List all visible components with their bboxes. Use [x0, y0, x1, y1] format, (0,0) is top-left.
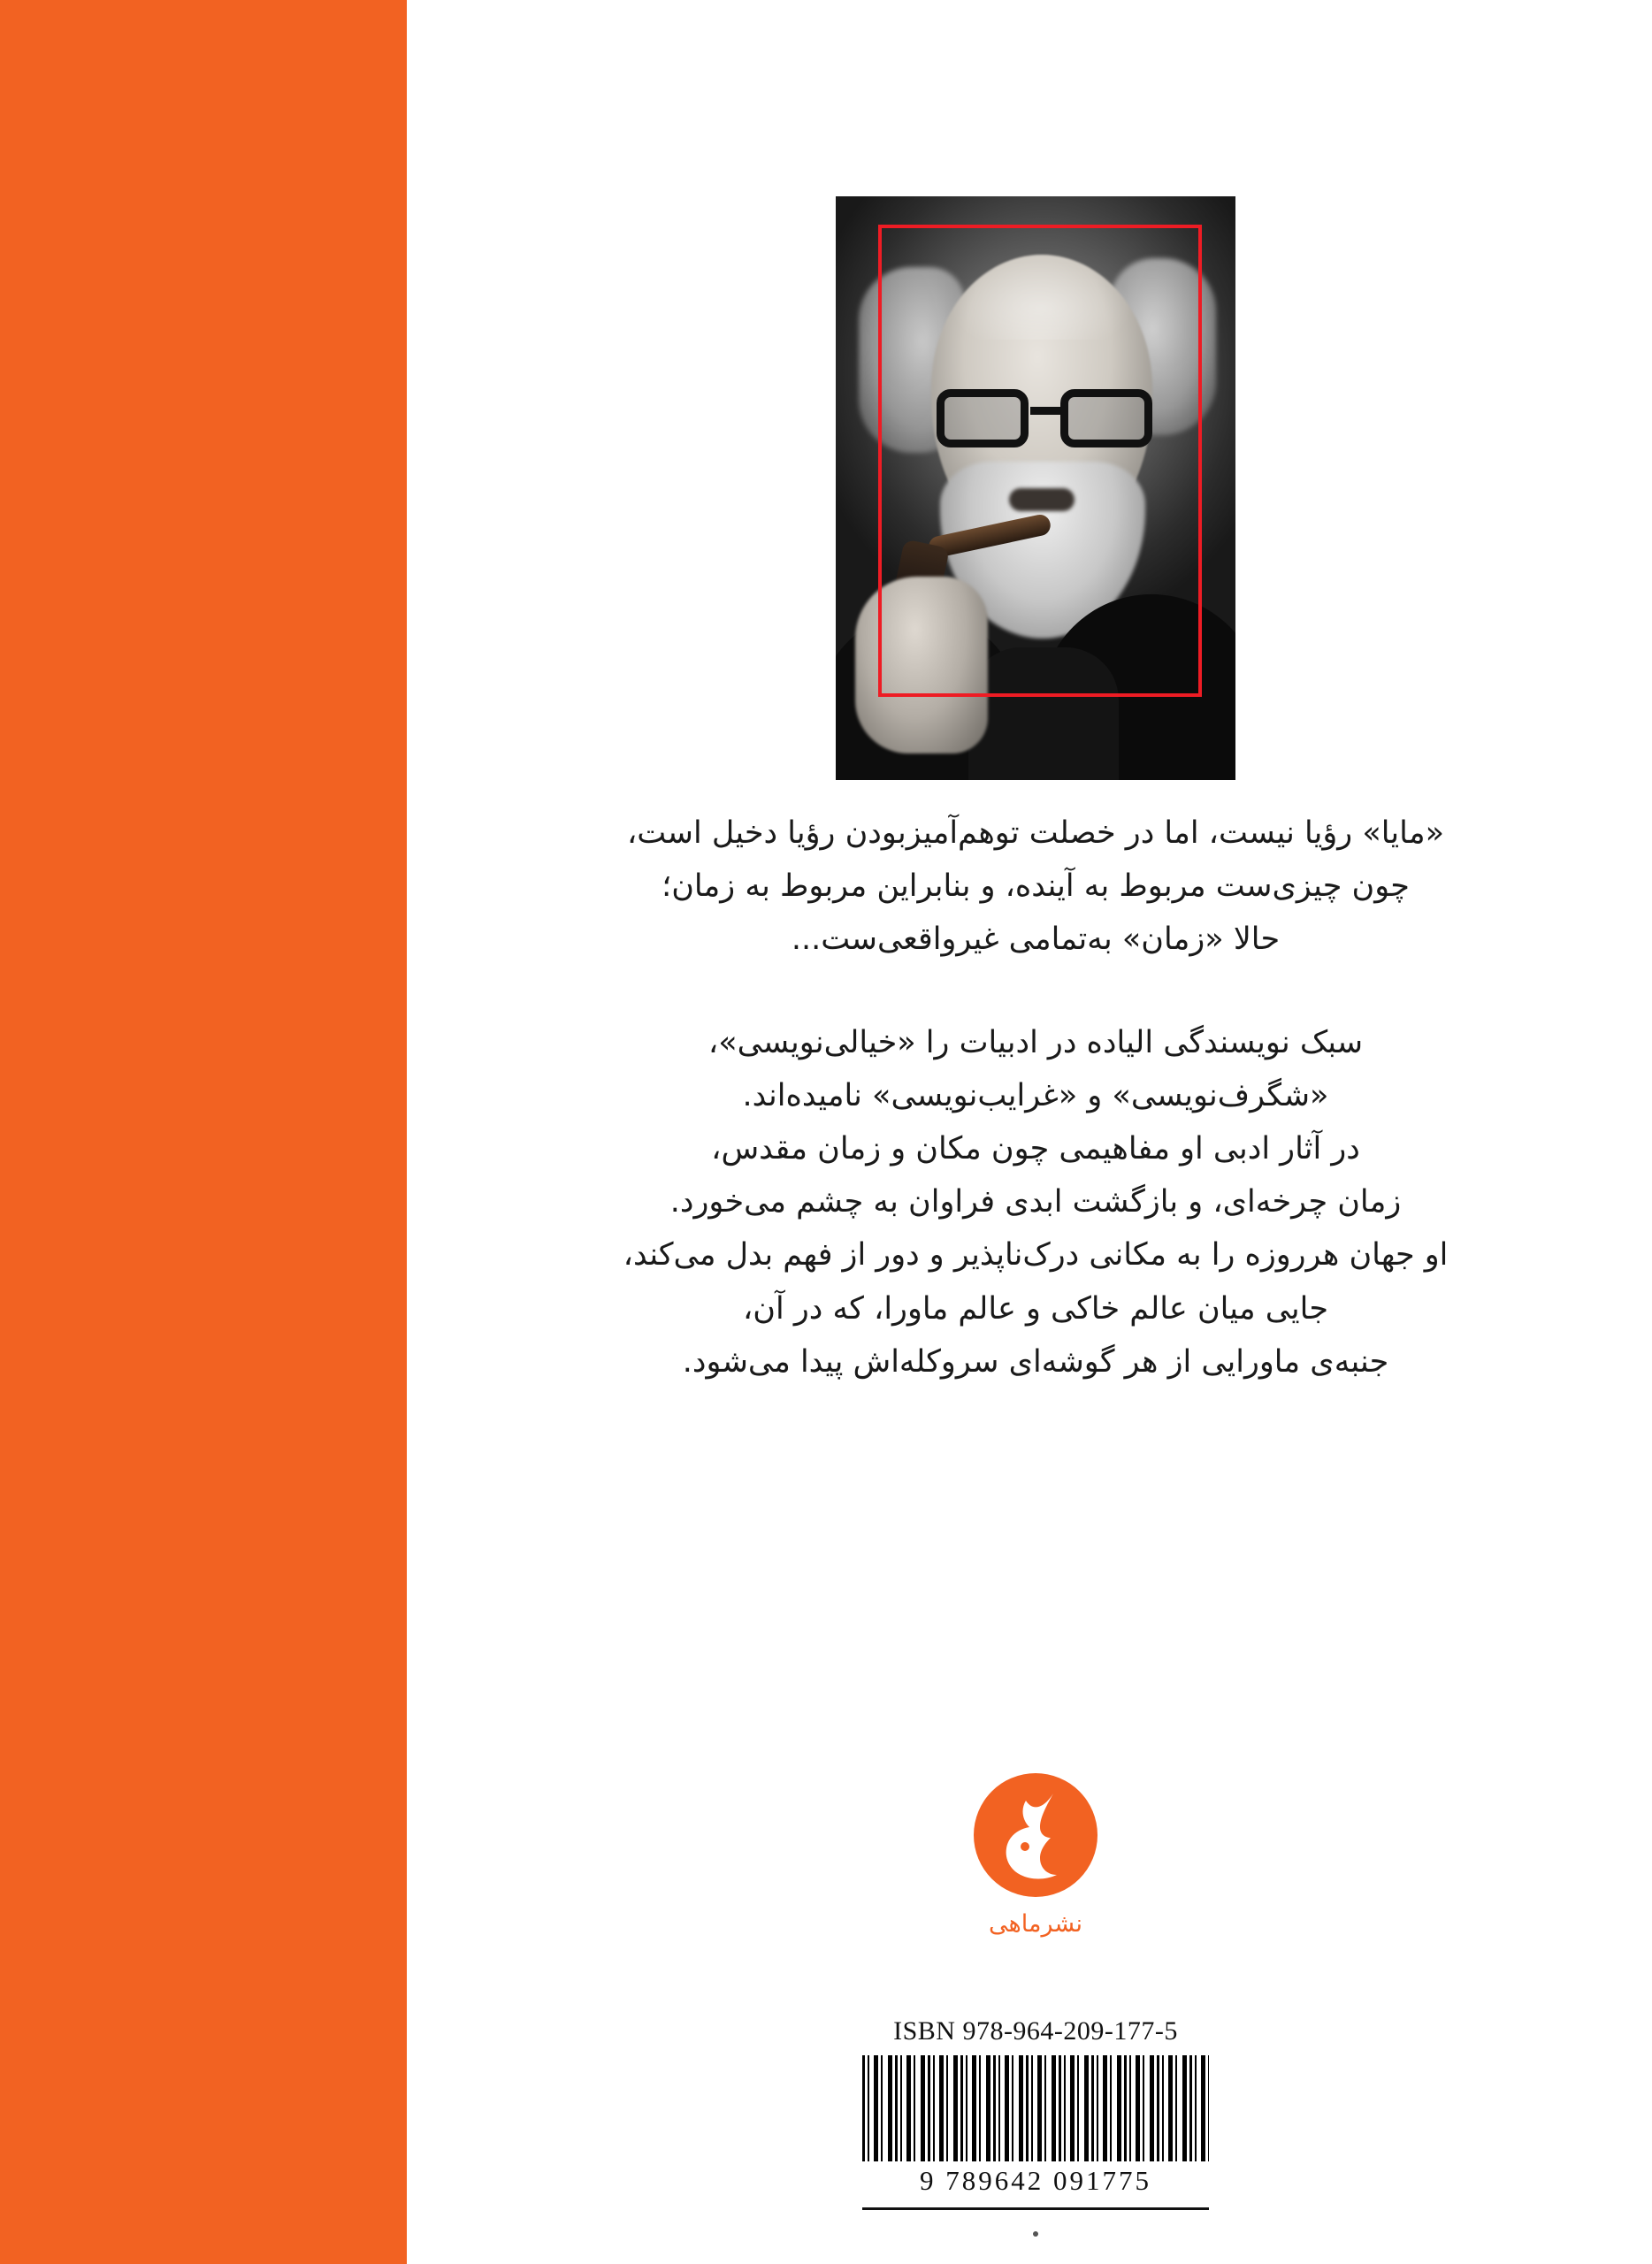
author-photo-image	[836, 196, 1235, 780]
face-detection-box	[878, 225, 1202, 697]
blurb-line: زمان چرخه‌ای، و بازگشت ابدی فراوان به چشم می‌خورد.	[669, 1184, 1402, 1220]
print-mark-dot	[1033, 2231, 1038, 2237]
isbn-text: ISBN 978-964-209-177-5	[893, 2016, 1178, 2046]
publisher-logo	[938, 1769, 1133, 1938]
back-cover-blurb	[419, 807, 1652, 1388]
paragraph-gap	[479, 967, 1592, 1016]
barcode-image	[862, 2055, 1209, 2161]
blurb-line: او جهان هرروزه را به مکانی درک‌ناپذیر و دور از فهم بدل می‌کند،	[623, 1237, 1449, 1274]
spine-orange-band	[0, 0, 407, 2264]
blurb-line: جنبه‌ی ماورایی از هر گوشه‌ای سروکله‌اش پیدا می‌شود.	[682, 1343, 1389, 1380]
blurb-line: سبک نویسندگی الیاده در ادبیات را «خیالی‌نویسی»،	[707, 1024, 1364, 1060]
publisher-name: نشرماهی	[989, 1910, 1082, 1938]
fish-logo-icon	[969, 1769, 1102, 1901]
author-photo	[836, 196, 1235, 780]
blurb-line: چون چیزی‌ست مربوط به آینده، و بنابراین مربوط به زمان؛	[662, 868, 1410, 905]
blurb-line: جایی میان عالم خاکی و عالم ماورا، که در آن،	[743, 1290, 1328, 1327]
blurb-line: «مایا» رؤیا نیست، اما در خصلت توهم‌آمیزبودن رؤیا دخیل است،	[627, 815, 1444, 851]
isbn-block	[859, 2016, 1212, 2237]
blurb-line: حالا «زمان» به‌تمامی غیرواقعی‌ست...	[791, 922, 1281, 958]
blurb-line: «شگرف‌نویسی» و «غرایب‌نویسی» نامیده‌اند.	[742, 1077, 1329, 1113]
barcode-digits: 9 789642 091775	[920, 2165, 1151, 2196]
back-cover-panel	[419, 0, 1652, 2264]
blurb-line: در آثار ادبی او مفاهیمی چون مکان و زمان مقدس،	[711, 1130, 1360, 1166]
isbn-underline	[862, 2207, 1209, 2210]
spine-white-gap	[407, 0, 419, 2264]
